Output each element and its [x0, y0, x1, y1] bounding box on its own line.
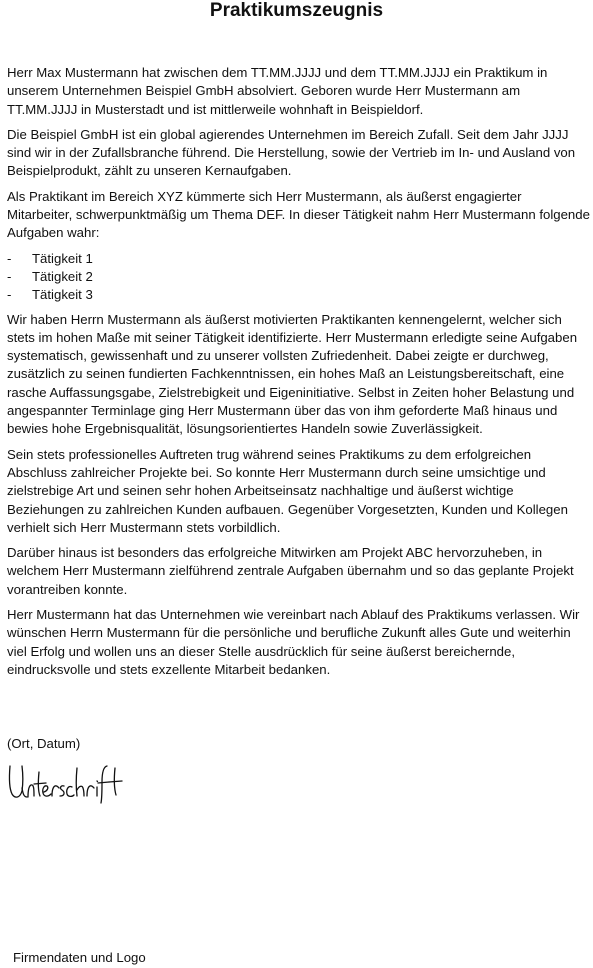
assessment-paragraph: Wir haben Herrn Mustermann als äußerst motivierten Praktikanten kennengelernt, welcher sich stets im hohen Maße mit seiner Tätigkeit identifizierte. Herr Mustermann erledigte seine Aufgaben systematisch, gewissenhaft und zu unserer vollsten Zufriedenheit. Dabei zeigte er durchweg, zusätzlich zu seinen fundierten Fachkenntnissen, ein hohes Maß an Leistungsbereitschaft, eine rasche Auffassungsgabe, Zielstrebigkeit und Eigeninitiative. Selbst in Zeiten hoher Belastung und angespannter Terminlage ging Herr Mustermann über das von ihm geforderte Maß hinaus und bewies hohe Ergebnisqualität, lösungsorientiertes Handeln sowie Zuverlässigkeit.	[7, 311, 578, 437]
task-label: Tätigkeit 1	[32, 250, 93, 266]
task-item	[7, 268, 590, 286]
task-bullet: -	[7, 250, 12, 266]
task-list	[7, 250, 590, 305]
closing-paragraph: Herr Mustermann hat das Unternehmen wie vereinbart nach Ablauf des Praktikums verlassen. Wir wünschen Herrn Mustermann für die persönliche und berufliche Zukunft alles Gute und weiterhin viel Erfolg und wollen uns an dieser Stelle ausdrücklich für seine äußerst bereichernde, eindrucksvolle und stets exzellente Mitarbeit bedanken.	[7, 607, 580, 677]
signature-image	[6, 758, 126, 806]
project-paragraph: Darüber hinaus ist besonders das erfolgreiche Mitwirken am Projekt ABC hervorzuheben, in welchem Herr Mustermann zielführend zentrale Aufgaben übernahm und so das geplante Projekt vorantreiben konnte.	[7, 545, 574, 597]
task-bullet: -	[7, 268, 12, 284]
document-title: Praktikumszeugnis	[209, 0, 384, 21]
company-footer: Firmendaten und Logo	[13, 950, 146, 965]
document-body	[7, 64, 590, 686]
task-label: Tätigkeit 2	[32, 268, 93, 284]
role-paragraph: Als Praktikant im Bereich XYZ kümmerte sich Herr Mustermann, als äußerst engagierter Mitarbeiter, schwerpunktmäßig um Thema DEF. In dieser Tätigkeit nahm Herr Mustermann folgende Aufgaben wahr:	[7, 188, 590, 241]
conduct-paragraph: Sein stets professionelles Auftreten trug während seines Praktikums zu dem erfolgreichen Abschluss zahlreicher Projekte bei. So konnte Herr Mustermann durch seine umsichtige und zielstrebige Art und seinen sehr hohen Arbeitseinsatz nachhaltige und äußerst wichtige Beziehungen zu zahlreichen Kunden aufbauen. Gegenüber Vorgesetzten, Kunden und Kollegen verhielt sich Herr Mustermann stets vorbildlich.	[7, 446, 568, 535]
task-label: Tätigkeit 3	[32, 287, 93, 303]
task-item	[7, 286, 590, 304]
intro-paragraph: Herr Max Mustermann hat zwischen dem TT.MM.JJJJ und dem TT.MM.JJJJ ein Praktikum in unserem Unternehmen Beispiel GmbH absolviert. Geboren wurde Herr Mustermann am TT.MM.JJJJ in Musterstadt und ist mittlerweile wohnhaft in Beispieldorf.	[7, 65, 548, 117]
task-bullet: -	[7, 287, 12, 303]
place-date-line: (Ort, Datum)	[7, 736, 81, 751]
company-paragraph: Die Beispiel GmbH ist ein global agierendes Unternehmen im Bereich Zufall. Seit dem Jahr JJJJ sind wir in der Zufallsbranche führend. Die Herstellung, sowie der Vertrieb im In- und Ausland von Beispielprodukt, zählt zu unseren Kernaufgaben.	[7, 126, 576, 179]
task-item	[7, 250, 590, 268]
